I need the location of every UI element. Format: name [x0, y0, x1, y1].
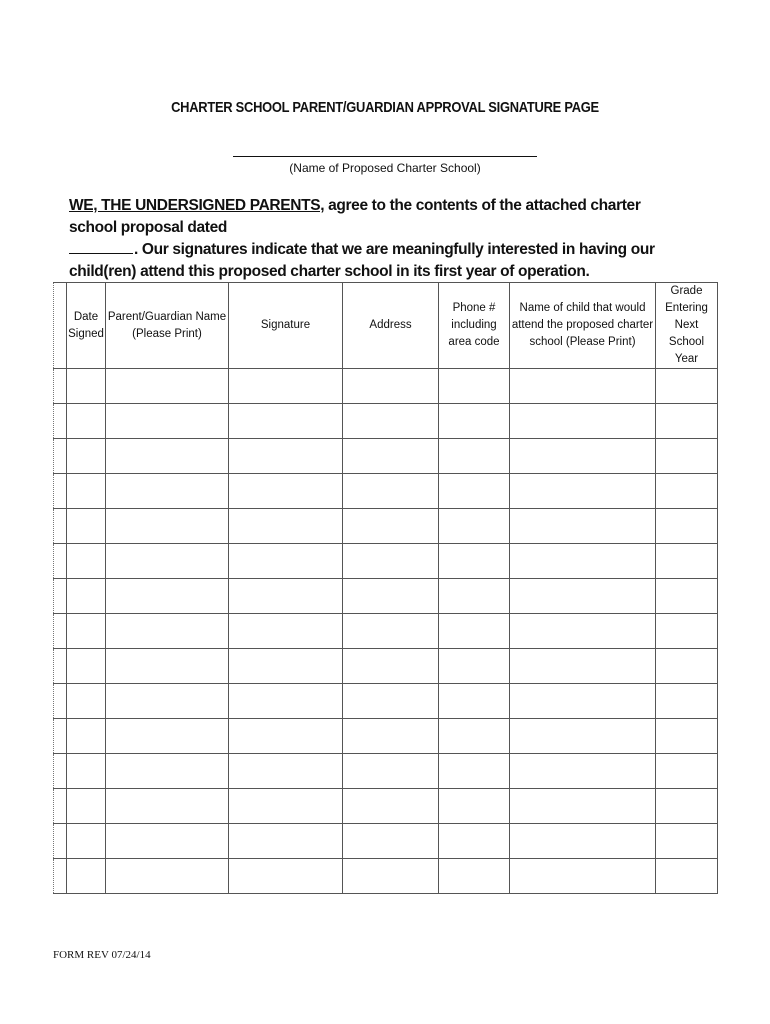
row-spacer-cell: [54, 579, 67, 614]
row-spacer-cell: [54, 474, 67, 509]
form-revision: FORM REV 07/24/14: [53, 949, 151, 961]
child-name-cell[interactable]: [510, 719, 656, 754]
signature-cell[interactable]: [229, 439, 343, 474]
address-cell[interactable]: [343, 719, 439, 754]
header-child-name: Name of child that would attend the proposed charter school (Please Print): [510, 283, 656, 369]
header-date-signed: Date Signed: [67, 283, 106, 369]
signature-cell[interactable]: [229, 754, 343, 789]
child-name-cell[interactable]: [510, 369, 656, 404]
phone-cell[interactable]: [439, 754, 510, 789]
grade-cell[interactable]: [656, 404, 718, 439]
signature-cell[interactable]: [229, 404, 343, 439]
signature-cell[interactable]: [229, 474, 343, 509]
address-cell[interactable]: [343, 544, 439, 579]
phone-cell[interactable]: [439, 369, 510, 404]
address-cell[interactable]: [343, 614, 439, 649]
grade-cell[interactable]: [656, 789, 718, 824]
phone-cell[interactable]: [439, 824, 510, 859]
table-row: [54, 439, 718, 474]
header-parent-name: Parent/Guardian Name (Please Print): [106, 283, 229, 369]
child-name-cell[interactable]: [510, 859, 656, 894]
child-name-cell[interactable]: [510, 579, 656, 614]
signature-cell[interactable]: [229, 719, 343, 754]
row-spacer-cell: [54, 614, 67, 649]
grade-cell[interactable]: [656, 859, 718, 894]
row-spacer-cell: [54, 859, 67, 894]
table-row: [54, 824, 718, 859]
parent-name-cell[interactable]: [106, 474, 229, 509]
phone-cell[interactable]: [439, 649, 510, 684]
parent-name-cell[interactable]: [106, 789, 229, 824]
parent-name-cell[interactable]: [106, 859, 229, 894]
parent-name-cell[interactable]: [106, 439, 229, 474]
header-signature: Signature: [229, 283, 343, 369]
statement-part2: . Our signatures indicate that we are meaningfully interested in having our child(ren) attend this proposed charter school in its first year of operation.: [69, 241, 655, 280]
parent-name-cell[interactable]: [106, 544, 229, 579]
row-spacer-cell: [54, 369, 67, 404]
phone-cell[interactable]: [439, 614, 510, 649]
address-cell[interactable]: [343, 439, 439, 474]
date-signed-cell[interactable]: [67, 649, 106, 684]
child-name-cell[interactable]: [510, 684, 656, 719]
signature-cell[interactable]: [229, 544, 343, 579]
grade-cell[interactable]: [656, 719, 718, 754]
date-signed-cell[interactable]: [67, 404, 106, 439]
phone-cell[interactable]: [439, 579, 510, 614]
child-name-cell[interactable]: [510, 614, 656, 649]
row-spacer-cell: [54, 544, 67, 579]
table-row: [54, 789, 718, 824]
date-signed-cell[interactable]: [67, 579, 106, 614]
table-header-row: [54, 283, 718, 369]
statement-part1: agree to the contents of the attached charter school proposal dated: [69, 197, 641, 236]
child-name-cell[interactable]: [510, 439, 656, 474]
child-name-cell[interactable]: [510, 789, 656, 824]
address-cell[interactable]: [343, 579, 439, 614]
parent-name-cell[interactable]: [106, 369, 229, 404]
table-row: [54, 474, 718, 509]
row-spacer-cell: [54, 824, 67, 859]
parent-name-cell[interactable]: [106, 404, 229, 439]
date-signed-cell[interactable]: [67, 719, 106, 754]
date-signed-cell[interactable]: [67, 684, 106, 719]
grade-cell[interactable]: [656, 684, 718, 719]
phone-cell[interactable]: [439, 509, 510, 544]
phone-cell[interactable]: [439, 719, 510, 754]
signature-cell[interactable]: [229, 789, 343, 824]
table-row: [54, 684, 718, 719]
row-spacer-cell: [54, 439, 67, 474]
address-cell[interactable]: [343, 404, 439, 439]
table-row: [54, 649, 718, 684]
header-spacer: [54, 283, 67, 369]
row-spacer-cell: [54, 649, 67, 684]
header-address: Address: [343, 283, 439, 369]
signature-cell[interactable]: [229, 859, 343, 894]
child-name-cell[interactable]: [510, 754, 656, 789]
grade-cell[interactable]: [656, 614, 718, 649]
signature-cell[interactable]: [229, 824, 343, 859]
page-title: CHARTER SCHOOL PARENT/GUARDIAN APPROVAL SIGNATURE PAGE: [171, 99, 599, 116]
phone-cell[interactable]: [439, 474, 510, 509]
date-signed-cell[interactable]: [67, 614, 106, 649]
table-row: [54, 509, 718, 544]
table-row: [54, 719, 718, 754]
table-row: [54, 859, 718, 894]
date-signed-cell[interactable]: [67, 544, 106, 579]
signature-cell[interactable]: [229, 649, 343, 684]
table-row: [54, 544, 718, 579]
parent-name-cell[interactable]: [106, 824, 229, 859]
header-phone: Phone # including area code: [439, 283, 510, 369]
signature-cell[interactable]: [229, 369, 343, 404]
date-signed-cell[interactable]: [67, 474, 106, 509]
statement-lead: WE, THE UNDERSIGNED PARENTS,: [69, 197, 325, 214]
header-grade: Grade Entering Next School Year: [656, 283, 718, 369]
address-cell[interactable]: [343, 754, 439, 789]
phone-cell[interactable]: [439, 789, 510, 824]
phone-cell[interactable]: [439, 684, 510, 719]
phone-cell[interactable]: [439, 404, 510, 439]
signature-rows: [54, 369, 718, 894]
address-cell[interactable]: [343, 369, 439, 404]
address-cell[interactable]: [343, 474, 439, 509]
school-name-line[interactable]: [233, 156, 537, 157]
phone-cell[interactable]: [439, 544, 510, 579]
approval-statement: [69, 195, 689, 283]
signature-cell[interactable]: [229, 684, 343, 719]
parent-name-cell[interactable]: [106, 579, 229, 614]
row-spacer-cell: [54, 509, 67, 544]
date-blank[interactable]: [69, 239, 133, 254]
parent-name-cell[interactable]: [106, 649, 229, 684]
grade-cell[interactable]: [656, 754, 718, 789]
parent-name-cell[interactable]: [106, 754, 229, 789]
table-row: [54, 369, 718, 404]
parent-name-cell[interactable]: [106, 614, 229, 649]
table-row: [54, 404, 718, 439]
grade-cell[interactable]: [656, 824, 718, 859]
address-cell[interactable]: [343, 684, 439, 719]
date-signed-cell[interactable]: [67, 369, 106, 404]
table-row: [54, 579, 718, 614]
signature-cell[interactable]: [229, 509, 343, 544]
child-name-cell[interactable]: [510, 474, 656, 509]
table-row: [54, 614, 718, 649]
child-name-cell[interactable]: [510, 649, 656, 684]
phone-cell[interactable]: [439, 439, 510, 474]
phone-cell[interactable]: [439, 859, 510, 894]
parent-name-cell[interactable]: [106, 684, 229, 719]
grade-cell[interactable]: [656, 649, 718, 684]
row-spacer-cell: [54, 404, 67, 439]
child-name-cell[interactable]: [510, 509, 656, 544]
address-cell[interactable]: [343, 824, 439, 859]
row-spacer-cell: [54, 719, 67, 754]
signature-cell[interactable]: [229, 579, 343, 614]
date-signed-cell[interactable]: [67, 439, 106, 474]
parent-name-cell[interactable]: [106, 719, 229, 754]
child-name-cell[interactable]: [510, 824, 656, 859]
signature-cell[interactable]: [229, 614, 343, 649]
date-signed-cell[interactable]: [67, 509, 106, 544]
date-signed-cell[interactable]: [67, 754, 106, 789]
row-spacer-cell: [54, 684, 67, 719]
row-spacer-cell: [54, 789, 67, 824]
grade-cell[interactable]: [656, 579, 718, 614]
date-signed-cell[interactable]: [67, 824, 106, 859]
school-name-caption: (Name of Proposed Charter School): [289, 161, 481, 175]
row-spacer-cell: [54, 754, 67, 789]
address-cell[interactable]: [343, 859, 439, 894]
signature-table: [53, 282, 718, 894]
address-cell[interactable]: [343, 649, 439, 684]
grade-cell[interactable]: [656, 474, 718, 509]
table-row: [54, 754, 718, 789]
date-signed-cell[interactable]: [67, 789, 106, 824]
parent-name-cell[interactable]: [106, 509, 229, 544]
address-cell[interactable]: [343, 789, 439, 824]
date-signed-cell[interactable]: [67, 859, 106, 894]
address-cell[interactable]: [343, 509, 439, 544]
grade-cell[interactable]: [656, 369, 718, 404]
child-name-cell[interactable]: [510, 544, 656, 579]
grade-cell[interactable]: [656, 439, 718, 474]
grade-cell[interactable]: [656, 544, 718, 579]
grade-cell[interactable]: [656, 509, 718, 544]
child-name-cell[interactable]: [510, 404, 656, 439]
